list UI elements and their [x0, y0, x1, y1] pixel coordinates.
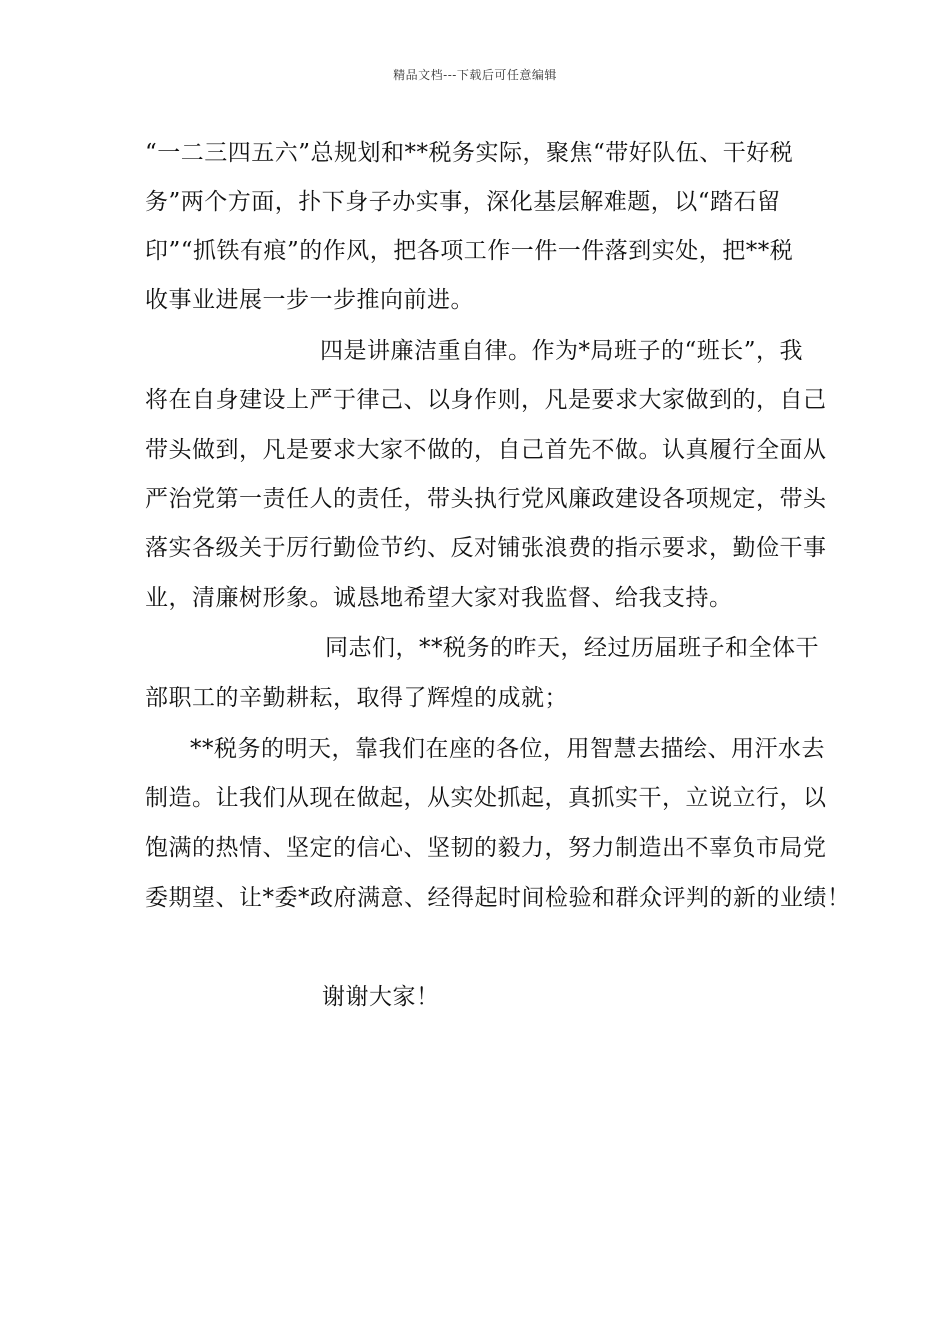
text-line: **税务的明天，靠我们在座的各位，用智慧去描绘、用汗水去 [190, 736, 825, 762]
page-header: 精品文档---下载后可任意编辑 [393, 68, 557, 82]
text-line: 委期望、让*委*政府满意、经得起时间检验和群众评判的新的业绩！ [145, 885, 851, 911]
text-line: 务”两个方面，扑下身子办实事，深化基层解难题，以“踏石留 [145, 189, 781, 215]
text-line: 部职工的辛勤耕耘，取得了辉煌的成就； [145, 685, 568, 711]
closing-line: 谢谢大家！ [322, 984, 440, 1010]
text-line: 带头做到，凡是要求大家不做的，自己首先不做。认真履行全面从 [145, 437, 827, 463]
text-line: 严治党第一责任人的责任，带头执行党风廉政建设各项规定，带头 [145, 486, 827, 512]
text-line: 制造。让我们从现在做起，从实处抓起，真抓实干，立说立行，以 [145, 785, 827, 811]
text-line: 四是讲廉洁重自律。作为*局班子的“班长”，我 [320, 338, 804, 364]
text-line: 饱满的热情、坚定的信心、坚韧的毅力，努力制造出不辜负市局党 [145, 835, 827, 861]
text-line: 将在自身建设上严于律己、以身作则，凡是要求大家做到的，自己 [145, 387, 827, 413]
text-line: 落实各级关于厉行勤俭节约、反对铺张浪费的指示要求，勤俭干事 [145, 535, 827, 561]
text-line: “一二三四五六”总规划和**税务实际，聚焦“带好队伍、干好税 [145, 140, 794, 166]
text-line: 业，清廉树形象。诚恳地希望大家对我监督、给我支持。 [145, 585, 733, 611]
text-line: 收事业进展一步一步推向前进。 [145, 287, 474, 313]
text-line: 同志们，**税务的昨天，经过历届班子和全体干 [325, 635, 819, 661]
text-line: 印”“抓铁有痕”的作风，把各项工作一件一件落到实处，把**税 [145, 238, 794, 264]
